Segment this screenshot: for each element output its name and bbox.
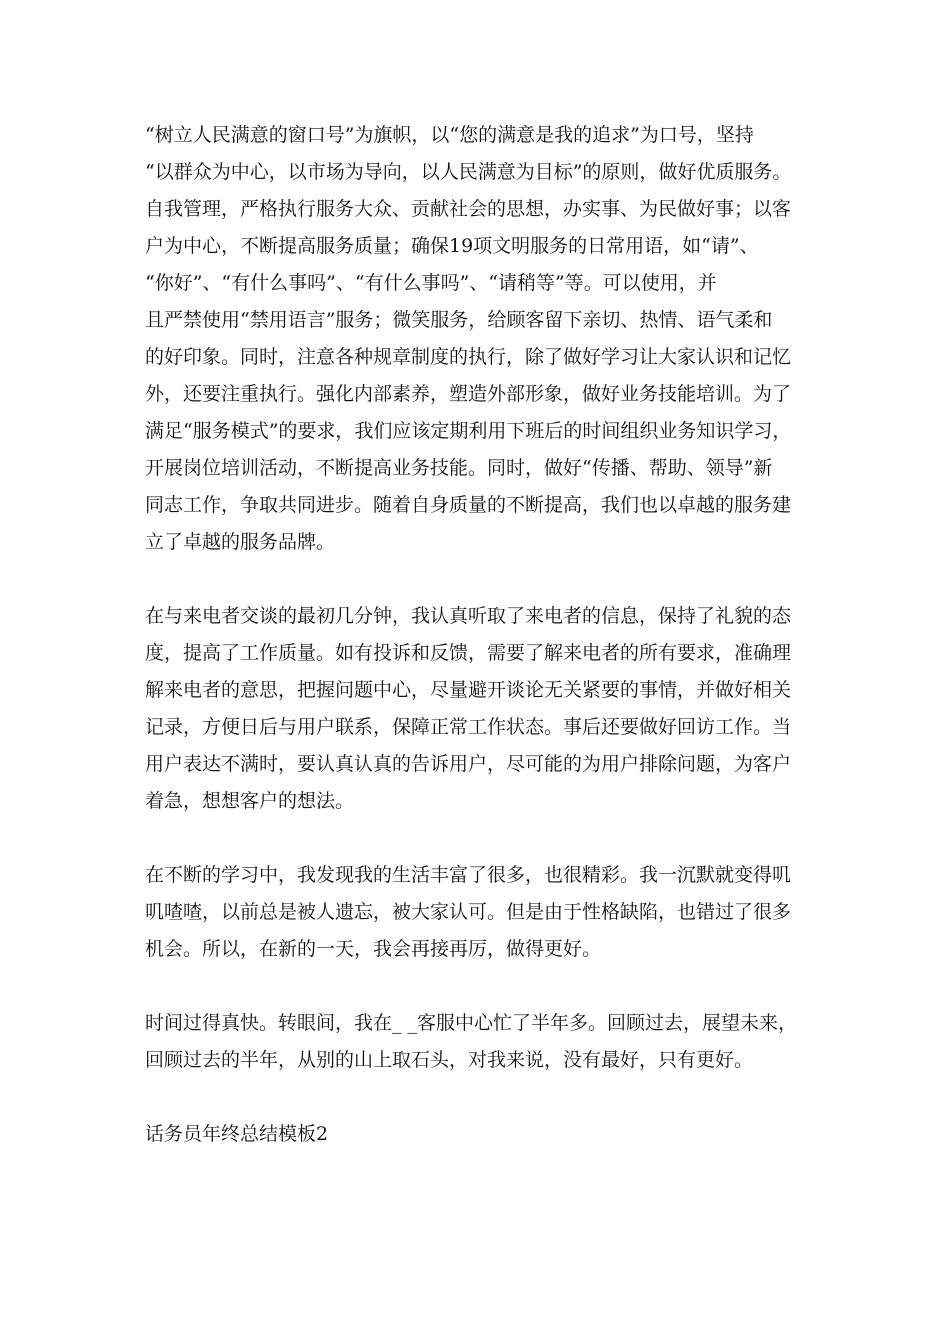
paragraph-half-year-review: 时间过得真快。转眼间，我在_ _客服中心忙了半年多。回顾过去，展望未来， 回顾过去的半年，从别的山上取石头，对我来说，没有最好，只有更好。 — [145, 1012, 798, 1071]
paragraph-personal-growth: 在不断的学习中，我发现我的生活丰富了很多，也很精彩。我一沉默就变得叽 叽喳喳，以前总是被人遗忘，被大家认可。但是由于性格缺陷，也错过了很多 机会。所以，在新的一天，我会再接再厉，做得更好。 — [145, 864, 792, 960]
section-heading: 话务员年终总结模板2 — [145, 1123, 329, 1145]
document-body — [145, 117, 815, 1153]
paragraph-caller-communication: 在与来电者交谈的最初几分钟，我认真听取了来电者的信息，保持了礼貌的态 度，提高了工作质量。如有投诉和反馈，需要了解来电者的所有要求，准确理 解来电者的意思，把握问题中心，尽量避开谈论无关紧要的事情，并做好相关 记录，方便日后与用户联系，保障正常工作状态。事后还要做好回访工作。当 用户表达不满时，要认真认真的告诉用户，尽可能的为用户排除问题，为客户 着急，想想客户的想法。 — [145, 605, 792, 812]
paragraph-service-principles: “树立人民满意的窗口号”为旗帜，以“您的满意是我的追求”为口号，坚持 “以群众为中心，以市场为导向，以人民满意为目标”的原则，做好优质服务。 自我管理，严格执行服务大众、贡献社会的思想，办实事、为民做好事；以客 户为中心，不断提高服务质量；确保19项文明服务的日常用语，如“请”、 “你好”、“有什么事吗”、“有什么事吗”、“请稍等”等。可以使用，并 且严禁使用“禁用语言”服务；微笑服务，给顾客留下亲切、热情、语气柔和 的好印象。同时，注意各种规章制度的执行，除了做好学习让大家认识和记忆 外，还要注重执行。强化内部素养，塑造外部形象，做好业务技能培训。为了 满足“服务模式”的要求，我们应该定期利用下班后的时间组织业务知识学习， 开展岗位培训活动，不断提高业务技能。同时，做好“传播、帮助、领导”新 同志工作，争取共同进步。随着自身质量的不断提高，我们也以卓越的服务建 立了卓越的服务品牌。 — [145, 124, 792, 553]
